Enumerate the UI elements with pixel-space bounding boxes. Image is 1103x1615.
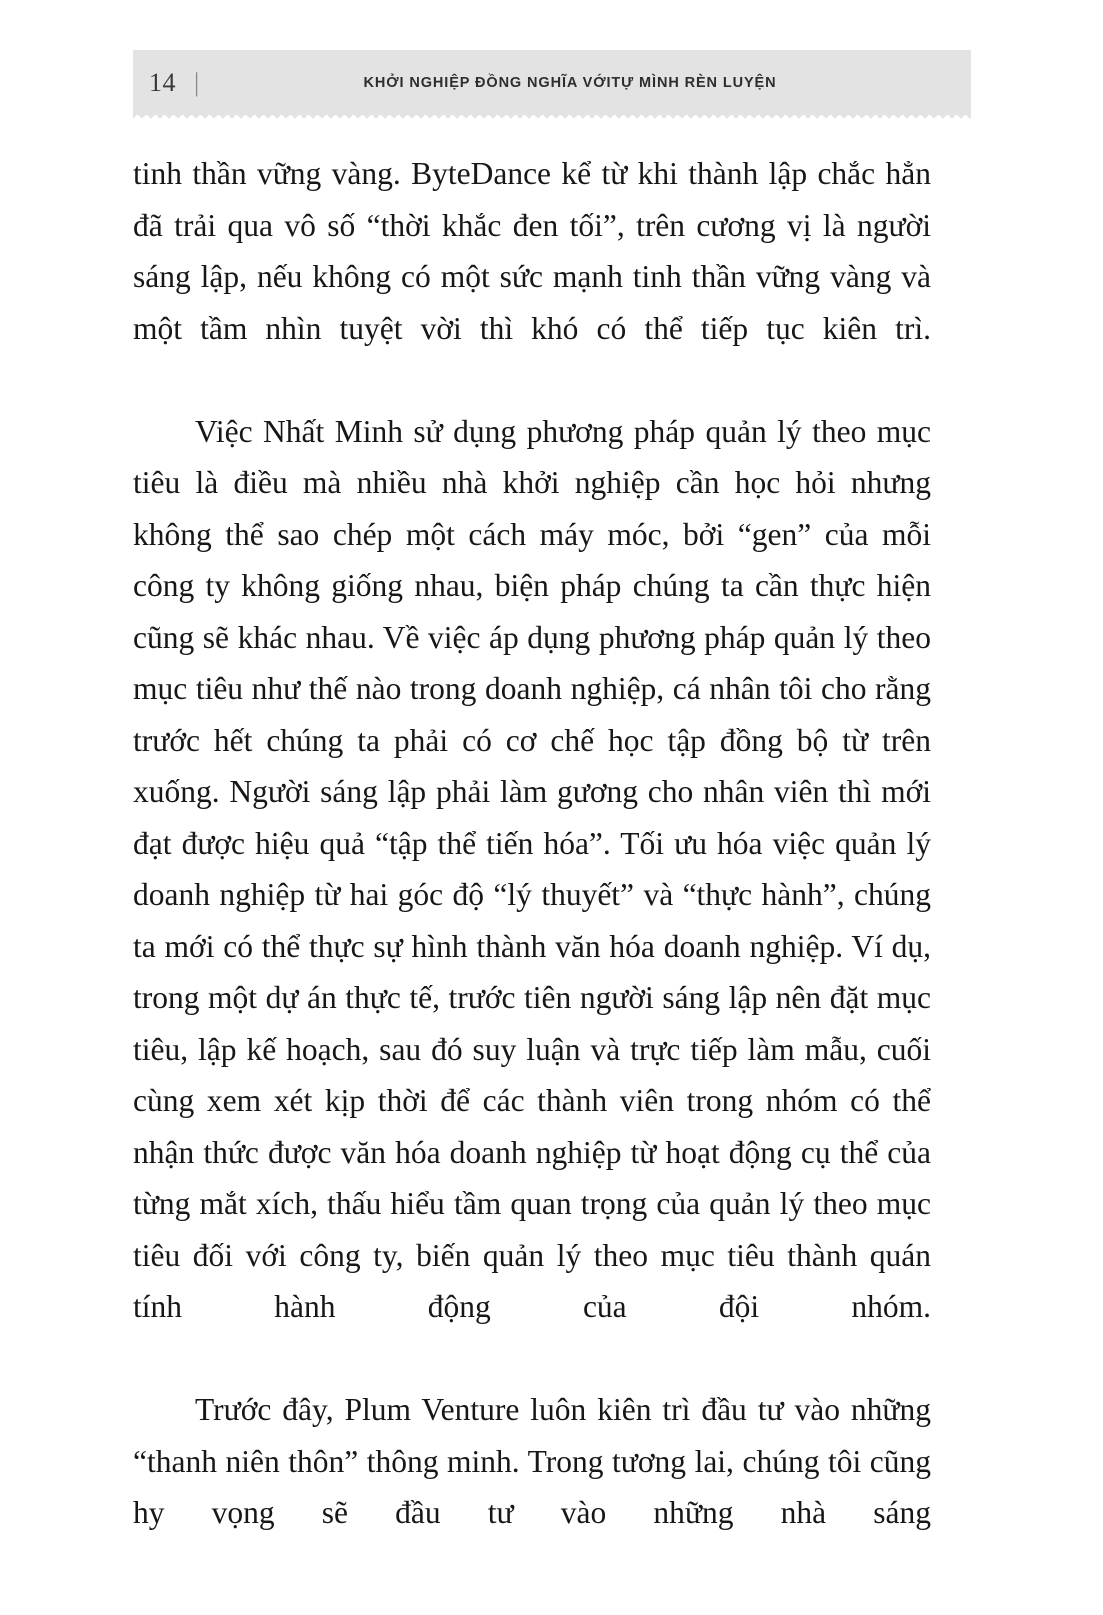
paragraph-2: Việc Nhất Minh sử dụng phương pháp quản lý theo mục tiêu là điều mà nhiều nhà khởi nghiệp cần học hỏi nhưng không thể sao chép một cách máy móc, bởi “gen” của mỗi công ty không giống nhau, biện pháp chúng ta cần thực hiện cũng sẽ khác nhau. Về việc áp dụng phương pháp quản lý theo mục tiêu như thế nào trong doanh nghiệp, cá nhân tôi cho rằng trước hết chúng ta phải có cơ chế học tập đồng bộ từ trên xuống. Người sáng lập phải làm gương cho nhân viên thì mới đạt được hiệu quả “tập thể tiến hóa”. Tối ưu hóa việc quản lý doanh nghiệp từ hai góc độ “lý thuyết” và “thực hành”, chúng ta mới có thể thực sự hình thành văn hóa doanh nghiệp. Ví dụ, trong một dự án thực tế, trước tiên người sáng lập nên đặt mục tiêu, lập kế hoạch, sau đó suy luận và trực tiếp làm mẫu, cuối cùng xem xét kịp thời để các thành viên trong nhóm có thể nhận thức được văn hóa doanh nghiệp từ hoạt động cụ thể của từng mắt xích, thấu hiểu tầm quan trọng của quản lý theo mục tiêu đối với công ty, biến quản lý theo mục tiêu thành quán tính hành động của đội nhóm.	[133, 413, 931, 1324]
running-head: KHỞI NGHIỆP ĐỒNG NGHĨA VỚITỰ MÌNH RÈN LUYỆN	[363, 74, 777, 91]
paragraph-3: Trước đây, Plum Venture luôn kiên trì đầu tư vào những “thanh niên thôn” thông minh. Trong tương lai, chúng tôi cũng hy vọng sẽ đầu tư vào những nhà sáng	[133, 1392, 931, 1530]
paragraph-1: tinh thần vững vàng. ByteDance kể từ khi thành lập chắc hẳn đã trải qua vô số “thời khắc đen tối”, trên cương vị là người sáng lập, nếu không có một sức mạnh tinh thần vững vàng và một tầm nhìn tuyệt vời thì khó có thể tiếp tục kiên trì.	[133, 156, 931, 346]
page-number: 14	[149, 67, 176, 97]
page-body	[133, 148, 931, 1590]
header-separator: |	[194, 67, 200, 97]
page-header	[133, 50, 971, 115]
